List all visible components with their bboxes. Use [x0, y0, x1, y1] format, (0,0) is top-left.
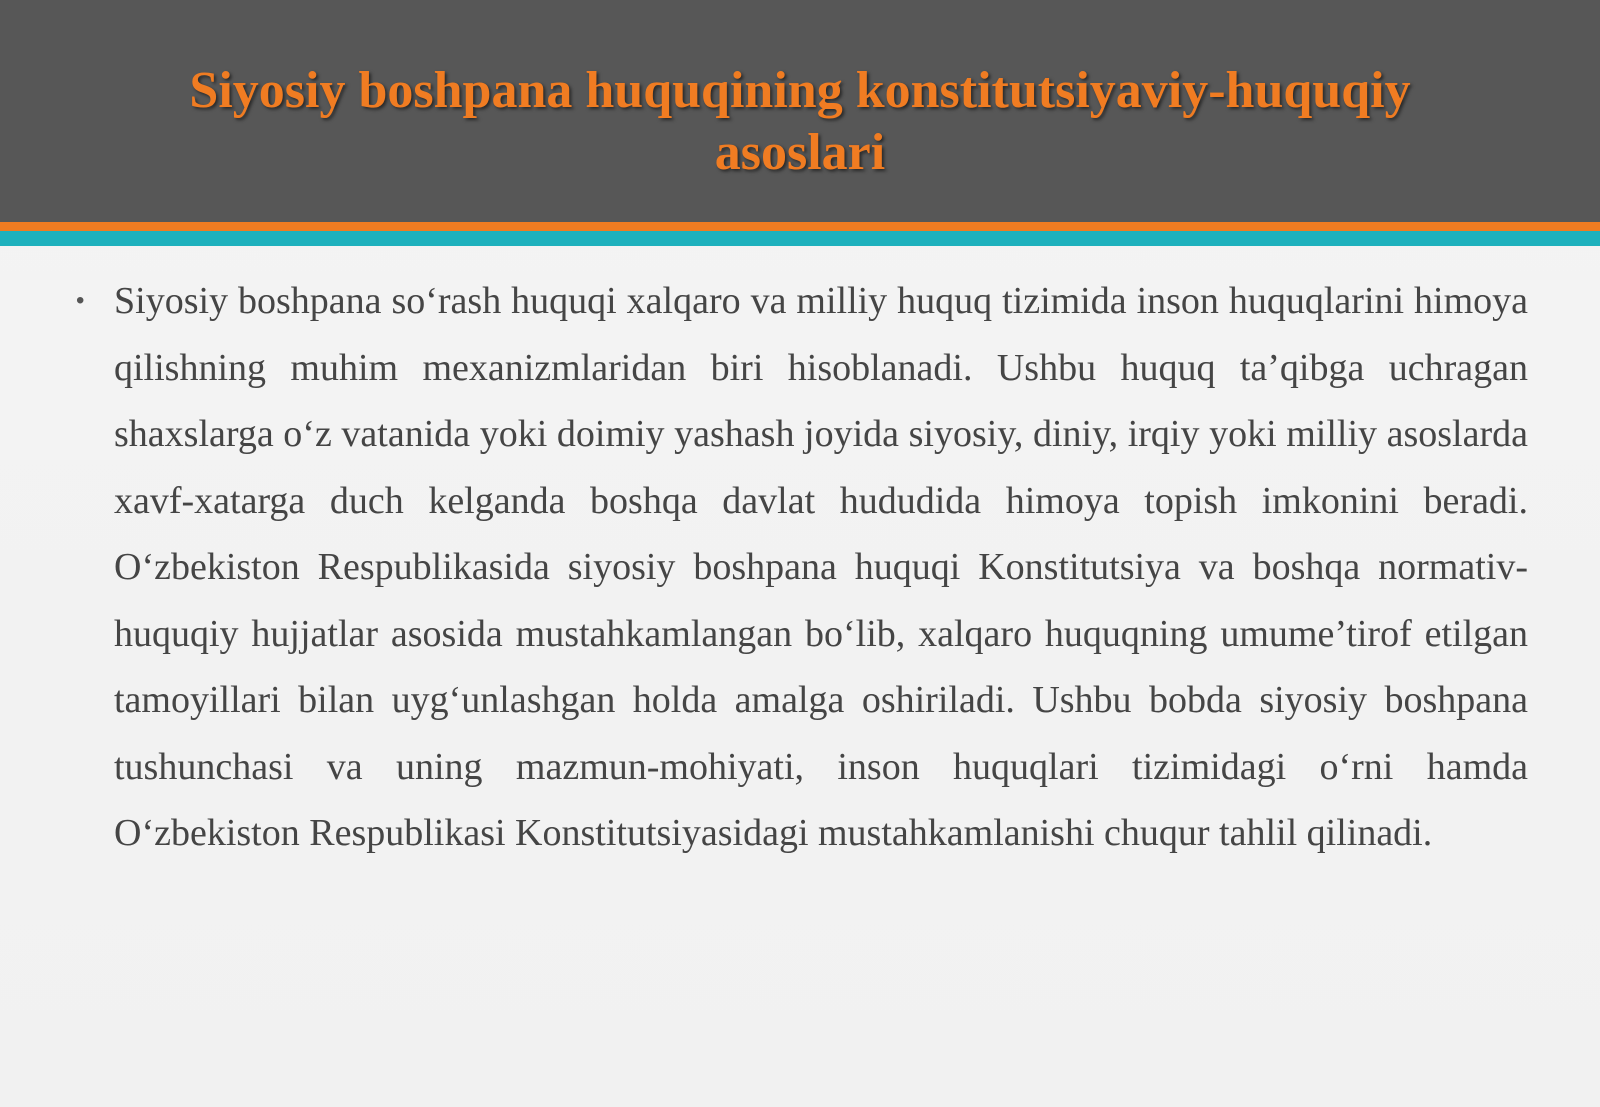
slide-title: Siyosiy boshpana huquqining konstitutsiyaviy-huquqiy asoslari: [189, 62, 1411, 181]
bullet-text: Siyosiy boshpana so‘rash huquqi xalqaro va milliy huquq tizimida inson huquqlarini himoya qilishning muhim mexanizmlaridan biri hisoblanadi. Ushbu huquq ta’qibga uchragan shaxslarga o‘z vatanida yoki doimiy yashash joyida siyosiy, diniy, irqiy yoki milliy asoslarda xavf-xatarga duch kelganda boshqa davlat hududida himoya topish imkonini beradi. O‘zbekiston Respublikasida siyosiy boshpana huquqi Konstitutsiya va boshqa normativ-huquqiy hujjatlar asosida mustahkamlangan bo‘lib, xalqaro huquqning umume’tirof etilgan tamoyillari bilan uyg‘unlashgan holda amalga oshiriladi. Ushbu bobda siyosiy boshpana tushunchasi va uning mazmun-mohiyati, inson huquqlari tizimidagi o‘rni hamda O‘zbekiston Respublikasi Konstitutsiyasidagi mustahkamlanishi chuqur tahlil qilinadi.: [114, 280, 1528, 854]
slide-header: [0, 0, 1600, 222]
bullet-dot-icon: •: [76, 287, 85, 314]
orange-divider: [0, 222, 1600, 231]
teal-divider: [0, 231, 1600, 246]
bullet-item: [76, 268, 1528, 867]
slide-body: [76, 268, 1528, 867]
